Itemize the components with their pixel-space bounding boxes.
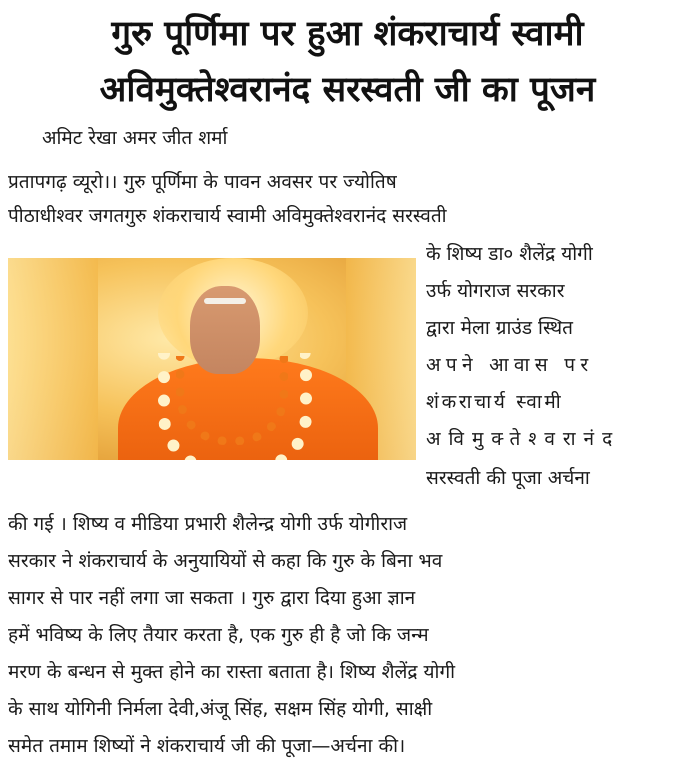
article-photo [8, 258, 416, 460]
body-line: मरण के बन्धन से मुक्त होने का रास्ता बताता है। शिष्य शैलेंद्र योगी [8, 661, 456, 683]
body-line: के साथ योगिनी निर्मला देवी,अंजू सिंह, सक्षम सिंह योगी, साक्षी [8, 698, 433, 720]
body-side-line: अपने आवास पर [426, 354, 594, 376]
headline-line-1: गुरु पूर्णिमा पर हुआ शंकराचार्य स्वामी [111, 14, 584, 54]
body-side-line: द्वारा मेला ग्राउंड स्थित [426, 317, 573, 339]
body-line: की गई । शिष्य व मीडिया प्रभारी शैलेन्द्र योगी उर्फ योगीराज [8, 513, 408, 535]
headline [6, 6, 689, 118]
headline-line-2: अविमुक्तेश्वरानंद सरस्वती जी का पूजन [99, 70, 596, 110]
body-line: प्रतापगढ़ व्यूरो।। गुरु पूर्णिमा के पावन अवसर पर ज्योतिष [8, 171, 397, 193]
byline: अमिट रेखा अमर जीत शर्मा [42, 127, 228, 149]
body-side-line: उर्फ योगराज सरकार [426, 280, 565, 302]
body-side-line: शंकराचार्य स्वामी [426, 391, 564, 413]
body-line: सरकार ने शंकराचार्य के अनुयायियों से कहा कि गुरु के बिना भव [8, 550, 443, 572]
body-side-line: के शिष्य डा० शैलेंद्र योगी [426, 243, 593, 265]
body-side-line: सरस्वती की पूजा अर्चना [426, 467, 590, 489]
body-line: समेत तमाम शिष्यों ने शंकराचार्य जी की पूजा—अर्चना की। [8, 735, 406, 757]
body-line: पीठाधीश्वर जगतगुरु शंकराचार्य स्वामी अविमुक्तेश्वरानंद सरस्वती [8, 205, 447, 227]
body-line: सागर से पार नहीं लगा जा सकता । गुरु द्वारा दिया हुआ ज्ञान [8, 587, 416, 609]
body-line: हमें भविष्य के लिए तैयार करता है, एक गुरु ही है जो कि जन्म [8, 624, 429, 646]
body-side-line: अविमुक्तेश्वरानंद [426, 428, 621, 450]
